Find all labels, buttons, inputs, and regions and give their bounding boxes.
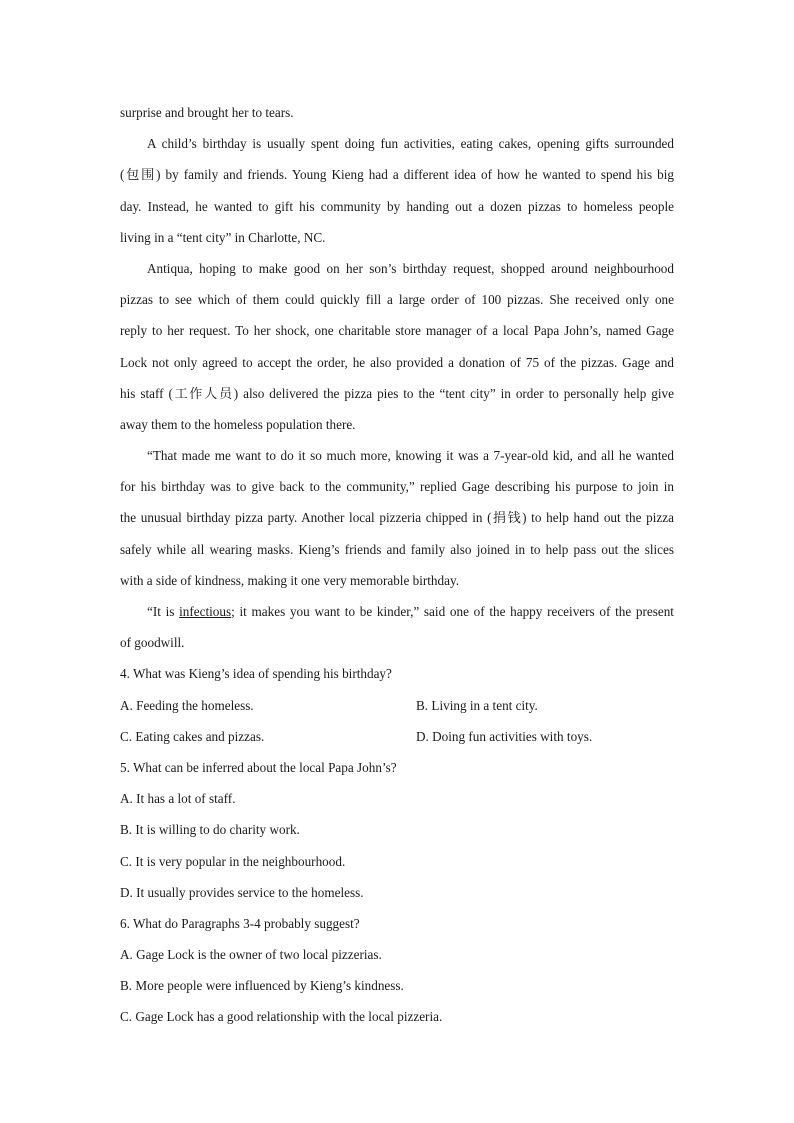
- paragraph-line: Antiqua, hoping to make good on her son’s birthday request, shopped around neighbourhood: [147, 260, 674, 276]
- underlined-word: infectious: [179, 604, 232, 619]
- paragraph-line: [120, 596, 674, 627]
- option: B. More people were influenced by Kieng’s kindness.: [120, 978, 404, 994]
- paragraph-line: of goodwill.: [120, 635, 185, 651]
- option: C. Eating cakes and pizzas.: [120, 728, 265, 744]
- question-stem: 5. What can be inferred about the local Papa John’s?: [120, 759, 397, 775]
- option: C. It is very popular in the neighbourhood.: [120, 853, 346, 869]
- paragraph-line: with a side of kindness, making it one very memorable birthday.: [120, 572, 460, 588]
- option: A. Feeding the homeless.: [120, 697, 254, 713]
- paragraph-line: reply to her request. To her shock, one charitable store manager of a local Papa John’s, named Gage: [120, 323, 674, 339]
- option: B. Living in a tent city.: [416, 697, 538, 713]
- option: D. Doing fun activities with toys.: [416, 728, 593, 744]
- paragraph-line: for his birthday was to give back to the community,” replied Gage describing his purpose to join in: [120, 479, 674, 495]
- options-row: [120, 690, 674, 721]
- paragraph-line: “That made me want to do it so much more, knowing it was a 7-year-old kid, and all he wanted: [147, 448, 674, 464]
- quote-text: “It is: [147, 604, 180, 619]
- paragraph-line: the unusual birthday pizza party. Another local pizzeria chipped in (捐钱) to help hand out the pizza: [120, 510, 674, 526]
- option: A. Gage Lock is the owner of two local pizzerias.: [120, 947, 382, 963]
- paragraph-line: pizzas to see which of them could quickly fill a large order of 100 pizzas. She received only one: [120, 292, 674, 308]
- paragraph-line: (包围) by family and friends. Young Kieng had a different idea of how he wanted to spend his big: [120, 167, 674, 183]
- option: B. It is willing to do charity work.: [120, 822, 300, 838]
- paragraph-line: A child’s birthday is usually spent doing fun activities, eating cakes, opening gifts surrounded: [147, 136, 674, 152]
- paragraph-line: safely while all wearing masks. Kieng’s friends and family also joined in to help pass out the slices: [120, 541, 674, 557]
- option: C. Gage Lock has a good relationship with the local pizzeria.: [120, 1009, 443, 1025]
- question-stem: 4. What was Kieng’s idea of spending his birthday?: [120, 666, 392, 682]
- question-stem: 6. What do Paragraphs 3-4 probably suggest?: [120, 915, 360, 931]
- option: A. It has a lot of staff.: [120, 791, 236, 807]
- paragraph-line: living in a “tent city” in Charlotte, NC.: [120, 229, 326, 245]
- document-body: [120, 97, 674, 1033]
- paragraph-line: surprise and brought her to tears.: [120, 105, 294, 120]
- paragraph-line: his staff (工作人员) also delivered the pizza pies to the “tent city” in order to personally help give: [120, 385, 674, 401]
- option: D. It usually provides service to the homeless.: [120, 884, 364, 900]
- paragraph-line: day. Instead, he wanted to gift his community by handing out a dozen pizzas to homeless people: [120, 198, 674, 214]
- paragraph-line: away them to the homeless population there.: [120, 416, 356, 432]
- options-row: [120, 721, 674, 752]
- quote-text: ; it makes you want to be kinder,” said one of the happy receivers of the present: [231, 604, 674, 619]
- paragraph-line: Lock not only agreed to accept the order, he also provided a donation of 75 of the pizzas. Gage and: [120, 354, 674, 370]
